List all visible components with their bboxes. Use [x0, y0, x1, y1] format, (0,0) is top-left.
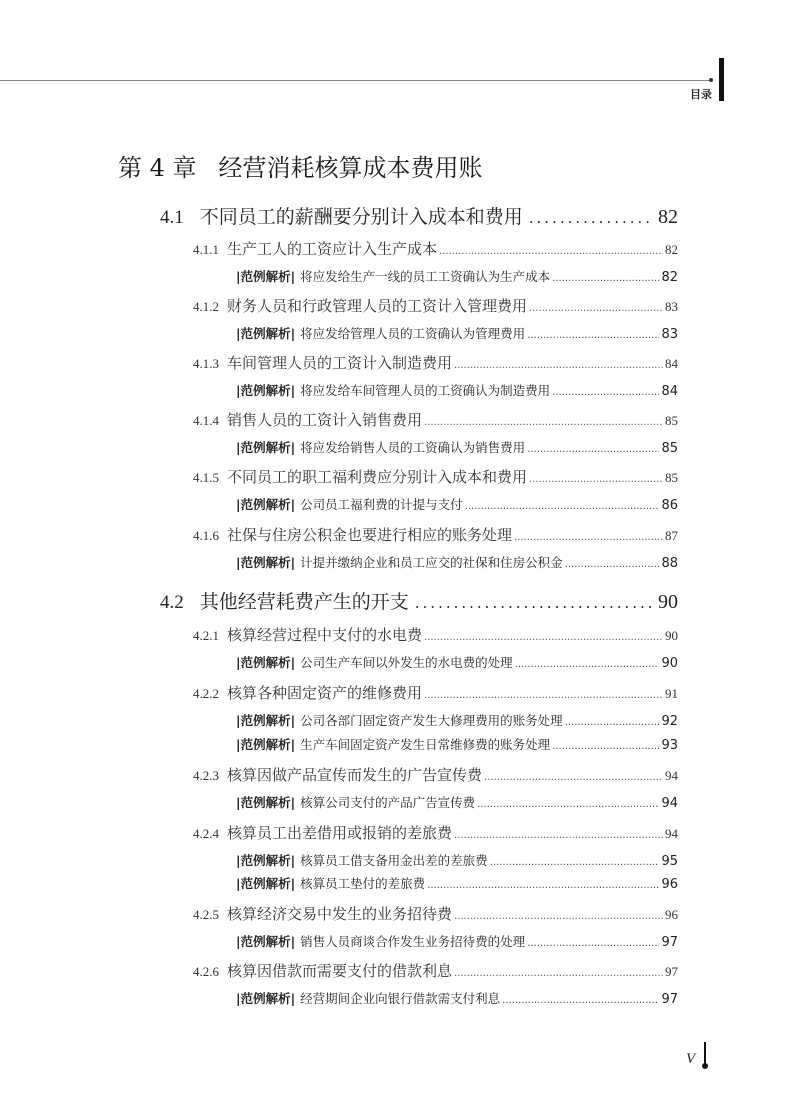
subsection-page: 96 [665, 907, 678, 922]
section-code: 4.1 [160, 207, 184, 228]
subsection-code: 4.2.2 [193, 686, 219, 701]
toc-subsection[interactable] [193, 295, 678, 316]
toc-example[interactable] [236, 711, 678, 729]
section-code: 4.2 [160, 592, 184, 613]
example-tag: |范例解析| [236, 269, 296, 284]
subsection-title: 不同员工的职工福利费应分别计入成本和费用 [227, 468, 528, 486]
subsection-title: 核算经营过程中支付的水电费 [227, 626, 423, 644]
subsection-title: 社保与住房公积金也要进行相应的账务处理 [227, 526, 513, 544]
example-page: 85 [661, 441, 678, 456]
example-title: 将应发给销售人员的工资确认为销售费用 [300, 440, 526, 455]
example-title: 核算公司支付的产品广告宣传费 [300, 795, 476, 810]
toc-example[interactable] [236, 553, 678, 571]
leader-dots [565, 717, 660, 728]
toc-example[interactable] [236, 989, 678, 1007]
toc-subsection[interactable] [193, 822, 678, 843]
subsection-page: 94 [665, 826, 678, 841]
toc-example[interactable] [236, 851, 678, 869]
subsection-page: 97 [665, 964, 678, 979]
toc-subsection[interactable] [193, 764, 678, 785]
subsection-code: 4.1.3 [193, 356, 219, 371]
leader-dots [502, 995, 659, 1006]
toc-example[interactable] [236, 874, 678, 892]
subsection-page: 91 [665, 686, 678, 701]
section-page: 82 [658, 206, 678, 228]
example-page: 90 [661, 656, 678, 671]
example-tag: |范例解析| [236, 383, 296, 398]
example-page: 88 [661, 556, 678, 571]
example-tag: |范例解析| [236, 326, 296, 341]
running-head-title: 目录 [690, 88, 712, 101]
toc-subsection[interactable] [193, 682, 678, 703]
example-title: 生产车间固定资产发生日常维修费的账务处理 [300, 737, 551, 752]
leader-dots [484, 772, 663, 783]
toc-subsection[interactable] [193, 903, 678, 924]
example-tag: |范例解析| [236, 440, 296, 455]
example-title: 将应发给生产一线的员工工资确认为生产成本 [300, 269, 551, 284]
subsection-page: 85 [665, 470, 678, 485]
chapter-number: 第 4 章 [118, 154, 197, 182]
toc-section-4-2[interactable] [160, 587, 678, 614]
subsection-title: 销售人员的工资计入销售费用 [227, 411, 423, 429]
subsection-code: 4.2.3 [193, 768, 219, 783]
example-page: 82 [661, 270, 678, 285]
example-page: 92 [661, 714, 678, 729]
chapter-heading [118, 148, 483, 183]
subsection-title: 核算各种固定资产的维修费用 [227, 684, 423, 702]
subsection-code: 4.1.1 [193, 242, 219, 257]
subsection-title: 核算员工出差借用或报销的差旅费 [227, 824, 453, 842]
example-tag: |范例解析| [236, 713, 296, 728]
toc-subsection[interactable] [193, 960, 678, 981]
example-title: 销售人员商谈合作发生业务招待费的处理 [300, 934, 526, 949]
leader-dots [424, 632, 663, 643]
example-page: 83 [661, 327, 678, 342]
example-title: 公司各部门固定资产发生大修理费用的账务处理 [300, 713, 563, 728]
leader-dots [424, 690, 663, 701]
page-number: V [686, 1051, 696, 1067]
subsection-code: 4.2.6 [193, 964, 219, 979]
example-tag: |范例解析| [236, 655, 296, 670]
example-tag: |范例解析| [236, 876, 296, 891]
subsection-code: 4.1.6 [193, 528, 219, 543]
subsection-page: 94 [665, 768, 678, 783]
example-tag: |范例解析| [236, 737, 296, 752]
example-page: 96 [661, 877, 678, 892]
example-page: 93 [661, 738, 678, 753]
footer-dot [702, 1063, 708, 1069]
subsection-page: 82 [665, 242, 678, 257]
subsection-title: 车间管理人员的工资计入制造费用 [227, 354, 453, 372]
toc-example[interactable] [236, 932, 678, 950]
example-tag: |范例解析| [236, 853, 296, 868]
toc-example[interactable] [236, 793, 678, 811]
toc-example[interactable] [236, 267, 678, 285]
subsection-code: 4.2.4 [193, 826, 219, 841]
leader-dots [527, 938, 659, 949]
example-title: 将应发给管理人员的工资确认为管理费用 [300, 326, 526, 341]
leader-dots [552, 387, 659, 398]
header-rule-dot [709, 78, 713, 82]
subsection-title: 核算经济交易中发生的业务招待费 [227, 905, 453, 923]
leader-dots [465, 501, 660, 512]
example-page: 86 [661, 498, 678, 513]
subsection-code: 4.2.5 [193, 907, 219, 922]
example-page: 94 [661, 796, 678, 811]
example-title: 公司员工福利费的计提与支付 [300, 497, 463, 512]
subsection-page: 83 [665, 299, 678, 314]
toc-subsection[interactable] [193, 352, 678, 373]
example-title: 核算员工借支备用金出差的差旅费 [300, 853, 488, 868]
subsection-title: 生产工人的工资应计入生产成本 [227, 240, 438, 258]
example-page: 95 [661, 854, 678, 869]
header-rule [0, 80, 712, 81]
subsection-page: 84 [665, 356, 678, 371]
example-tag: |范例解析| [236, 555, 296, 570]
section-title: 不同员工的薪酬要分别计入成本和费用 [199, 206, 523, 228]
example-page: 84 [661, 384, 678, 399]
toc-example[interactable] [236, 438, 678, 456]
subsection-page: 87 [665, 528, 678, 543]
example-page: 97 [661, 992, 678, 1007]
leader-dots [552, 741, 659, 752]
leader-dots [454, 911, 663, 922]
leader-dots [477, 799, 659, 810]
leader-dots [552, 273, 659, 284]
section-title: 其他经营耗费产生的开支 [199, 591, 409, 613]
chapter-title: 经营消耗核算成本费用账 [218, 154, 483, 182]
toc-subsection[interactable] [193, 524, 678, 545]
example-title: 计提并缴纳企业和员工应交的社保和住房公积金 [300, 555, 563, 570]
example-tag: |范例解析| [236, 497, 296, 512]
leader-dots [515, 659, 660, 670]
subsection-code: 4.2.1 [193, 628, 219, 643]
toc-example[interactable] [236, 495, 678, 513]
leader-dots [565, 559, 660, 570]
leader-dots [427, 880, 659, 891]
toc-subsection[interactable] [193, 409, 678, 430]
toc-example[interactable] [236, 653, 678, 671]
subsection-page: 90 [665, 628, 678, 643]
leader-dots [514, 532, 663, 543]
leader-dots [439, 246, 663, 257]
leader-dots [527, 444, 659, 455]
header-bar [719, 58, 724, 101]
leader-dots [415, 594, 654, 612]
subsection-code: 4.1.4 [193, 413, 219, 428]
subsection-title: 核算因借款而需要支付的借款利息 [227, 962, 453, 980]
section-page: 90 [658, 591, 678, 613]
subsection-code: 4.1.5 [193, 470, 219, 485]
leader-dots [454, 968, 663, 979]
leader-dots [529, 209, 654, 227]
leader-dots [454, 360, 663, 371]
example-tag: |范例解析| [236, 795, 296, 810]
subsection-title: 核算因做产品宣传而发生的广告宣传费 [227, 766, 483, 784]
leader-dots [454, 830, 663, 841]
toc-example[interactable] [236, 381, 678, 399]
example-tag: |范例解析| [236, 934, 296, 949]
example-page: 97 [661, 935, 678, 950]
subsection-code: 4.1.2 [193, 299, 219, 314]
example-title: 公司生产车间以外发生的水电费的处理 [300, 655, 513, 670]
toc-section-4-1[interactable] [160, 202, 678, 229]
leader-dots [490, 857, 660, 868]
leader-dots [529, 474, 663, 485]
subsection-page: 85 [665, 413, 678, 428]
toc-subsection[interactable] [193, 624, 678, 645]
toc-subsection[interactable] [193, 238, 678, 259]
toc-subsection[interactable] [193, 466, 678, 487]
subsection-title: 财务人员和行政管理人员的工资计入管理费用 [227, 297, 528, 315]
example-title: 经营期间企业向银行借款需支付利息 [300, 991, 501, 1006]
toc-example[interactable] [236, 735, 678, 753]
example-title: 核算员工垫付的差旅费 [300, 876, 426, 891]
toc-example[interactable] [236, 324, 678, 342]
leader-dots [529, 303, 663, 314]
example-tag: |范例解析| [236, 991, 296, 1006]
example-title: 将应发给车间管理人员的工资确认为制造费用 [300, 383, 551, 398]
leader-dots [424, 417, 663, 428]
leader-dots [527, 330, 659, 341]
footer-bar [704, 1042, 706, 1064]
